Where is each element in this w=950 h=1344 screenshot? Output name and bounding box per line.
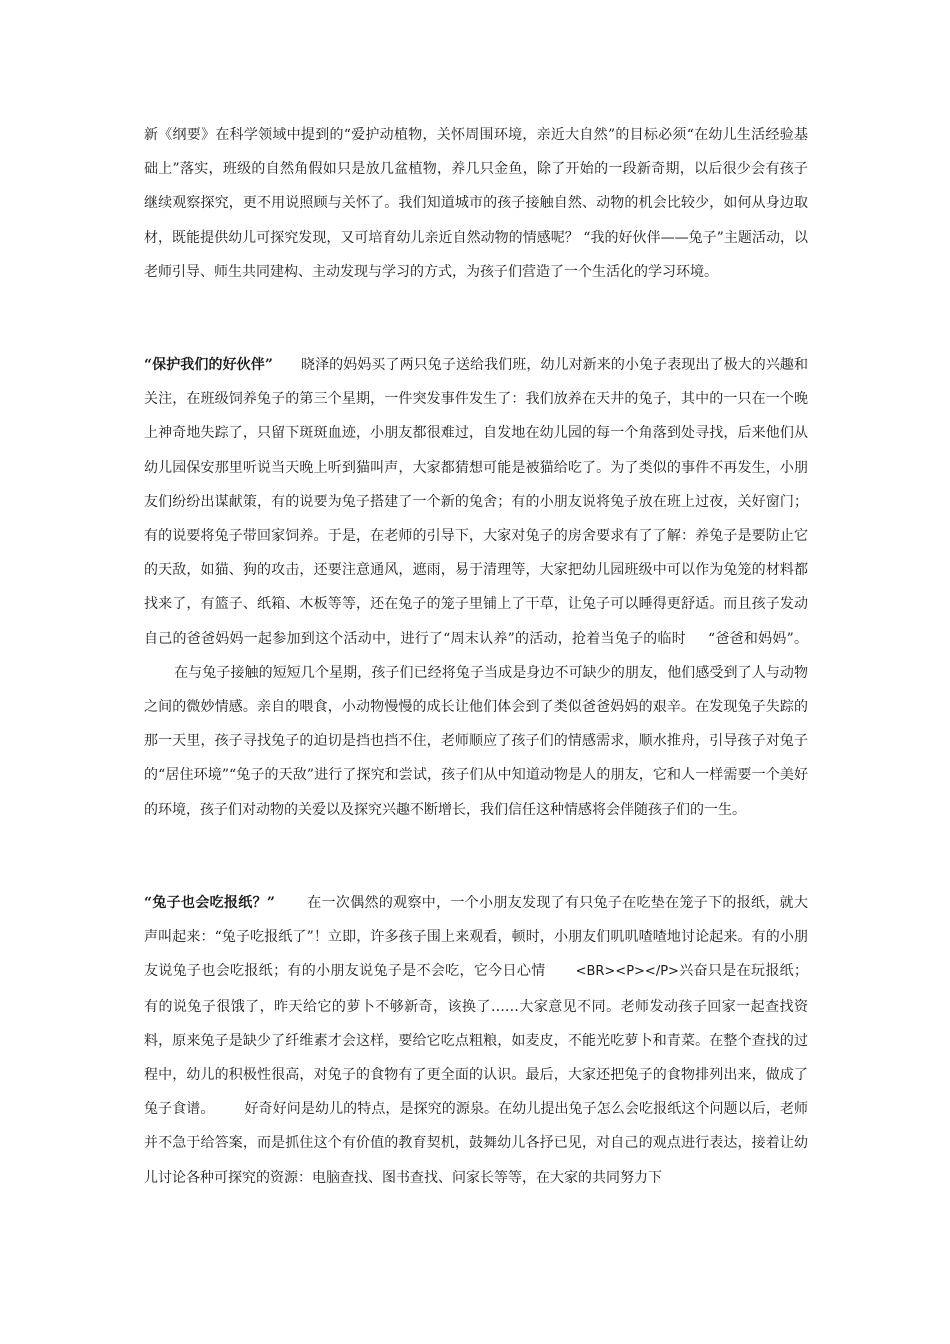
protect-text-b: “爸爸和妈妈”。 [707, 630, 808, 647]
protect-partner-body [144, 348, 808, 827]
paragraph-protect-partner [144, 348, 808, 827]
html-tag-text: <BR><P></P> [575, 964, 679, 980]
section-heading-newspaper: “兔子也会吃报纸？” [144, 895, 275, 911]
intro-text: 新《纲要》在科学领域中提到的“爱护动植物，关怀周围环境，亲近大自然”的目标必须“在幼儿生活经验基础上”落实，班级的自然角假如只是放几盆植物，养几只金鱼，除了开始的一段新奇期，以后很少会有孩子继续观察探究，更不用说照顾与关怀了。我们知道城市的孩子接触自然、动物的机会比较少，如何从身边取材，既能提供幼儿可探究发现，又可培育幼儿亲近自然动物的情感呢？ “我的好伙伴——兔子”主题活动，以老师引导、师生共同建构、主动发现与学习的方式，为孩子们营造了一个生活化的学习环境。 [144, 127, 808, 280]
paragraph-rabbit-newspaper [144, 886, 808, 1195]
newspaper-text-b: 兴奋只是在玩报纸；有的说兔子很饿了，昨天给它的萝卜不够新奇，该换了……大家意见不同。老师发动孩子回家一起查找资料，原来兔子是缺少了纤维素才会这样，要给它吃点粗粮，如麦皮，不能光吃萝卜和青菜。在整个查找的过程中，幼儿的积极性很高，对兔子的食物有了更全面的认识。最后，大家还把兔子的食物排列出来，做成了兔子食谱。 [144, 963, 809, 1118]
rabbit-newspaper-body [144, 886, 808, 1195]
newspaper-text-a: 在一次偶然的观察中，一个小朋友发现了有只兔子在吃垫在笼子下的报纸，就大声叫起来：“兔子吃报纸了”！立即，许多孩子围上来观看，顿时，小朋友们叽叽喳喳地讨论起来。有的小朋友说兔子也会吃报纸；有的小朋友说兔子是不会吃，它今日心情 [144, 895, 809, 980]
newspaper-text-c: 好奇好问是幼儿的特点，是探究的源泉。在幼儿提出兔子怎么会吃报纸这个问题以后，老师并不急于给答案，而是抓住这个有价值的教育契机，鼓舞幼儿各抒已见，对自己的观点进行表达，接着让幼儿讨论各种可探究的资源：电脑查找、图书查找、问家长等等，在大家的共同努力下 [144, 1101, 809, 1186]
paragraph-intro [144, 118, 808, 289]
protect-text-a: 晓泽的妈妈买了两只兔子送给我们班，幼儿对新来的小兔子表现出了极大的兴趣和关注，在班级饲养兔子的第三个星期，一件突发事件发生了：我们放养在天井的兔子，其中的一只在一个晚上神奇地失踪了，只留下斑斑血迹，小朋友都很难过，自发地在幼儿园的每一个角落到处寻找，后来他们从幼儿园保安那里听说当天晚上听到猫叫声，大家都猜想可能是被猫给吃了。为了类似的事件不再发生，小朋友们纷纷出谋献策，有的说要为兔子搭建了一个新的兔舍；有的小朋友说将兔子放在班上过夜，关好窗门；有的说要将兔子带回家饲养。于是，在老师的引导下，大家对兔子的房舍要求有了了解：养兔子是要防止它的天敌，如猫、狗的攻击，还要注意通风，遮雨，易于清理等，大家把幼儿园班级中可以作为兔笼的材料都找来了，有篮子、纸箱、木板等等，还在兔子的笼子里铺上了干草，让兔子可以睡得更舒适。而且孩子发动自己的爸爸妈妈一起参加到这个活动中，进行了“周末认养”的活动，抢着当兔子的临时 [144, 357, 809, 647]
protect-text-c: 在与兔子接触的短短几个星期，孩子们已经将兔子当成是身边不可缺少的朋友，他们感受到了人与动物之间的微妙情感。亲自的喂食，小动物慢慢的成长让他们体会到了类似爸爸妈妈的艰辛。在发现兔子失踪的那一天里，孩子寻找兔子的迫切是挡也挡不住，老师顺应了孩子们的情感需求，顺水推舟，引导孩子对兔子的“居住环境”“兔子的天敌”进行了探究和尝试，孩子们从中知道动物是人的朋友，它和人一样需要一个美好的环境，孩子们对动物的关爱以及探究兴趣不断增长，我们信任这种情感将会伴随孩子们的一生。 [144, 664, 808, 818]
section-heading-protect: “保护我们的好伙伴” [144, 357, 273, 373]
